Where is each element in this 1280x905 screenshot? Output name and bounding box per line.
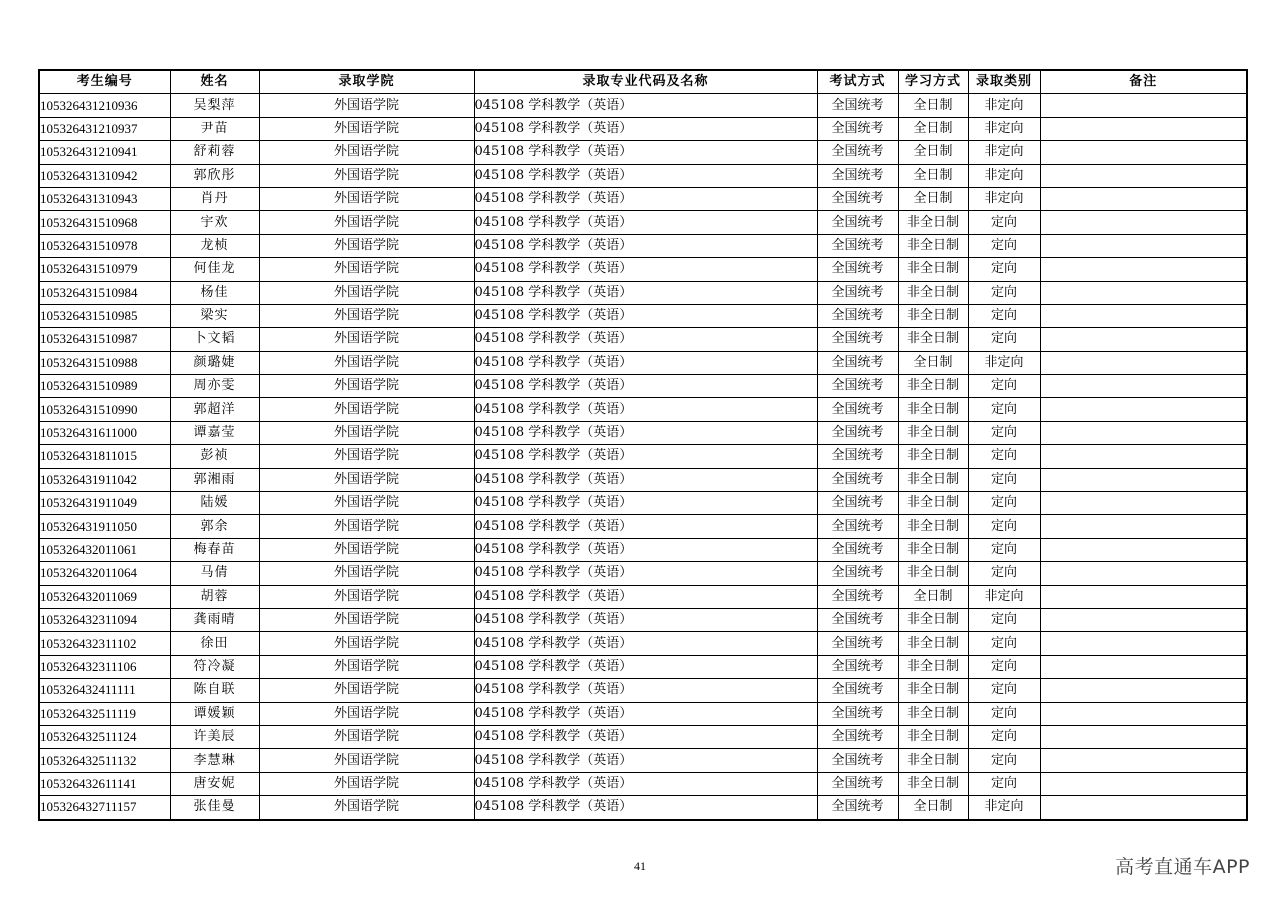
- cell-name: 徐田: [170, 632, 259, 655]
- cell-admission-type: 非定向: [968, 796, 1040, 820]
- table-row: [39, 94, 1247, 117]
- cell-student-id: 105326431510990: [39, 398, 170, 421]
- cell-college: 外国语学院: [259, 445, 474, 468]
- cell-major: 045108 学科教学（英语）: [474, 281, 817, 304]
- cell-college: 外国语学院: [259, 351, 474, 374]
- cell-major: 045108 学科教学（英语）: [474, 632, 817, 655]
- cell-college: 外国语学院: [259, 117, 474, 140]
- cell-college: 外国语学院: [259, 772, 474, 795]
- cell-note: [1040, 515, 1247, 538]
- table-row: [39, 351, 1247, 374]
- cell-name: 卜文韬: [170, 328, 259, 351]
- cell-admission-type: 非定向: [968, 141, 1040, 164]
- cell-note: [1040, 772, 1247, 795]
- cell-name: 宇欢: [170, 211, 259, 234]
- cell-study-mode: 全日制: [898, 585, 968, 608]
- cell-major: 045108 学科教学（英语）: [474, 351, 817, 374]
- cell-college: 外国语学院: [259, 655, 474, 678]
- cell-major: 045108 学科教学（英语）: [474, 749, 817, 772]
- cell-study-mode: 非全日制: [898, 749, 968, 772]
- cell-name: 龙桢: [170, 234, 259, 257]
- cell-major: 045108 学科教学（英语）: [474, 515, 817, 538]
- cell-exam-method: 全国统考: [817, 468, 898, 491]
- cell-college: 外国语学院: [259, 164, 474, 187]
- header-row: [39, 70, 1247, 94]
- cell-major: 045108 学科教学（英语）: [474, 141, 817, 164]
- cell-admission-type: 非定向: [968, 187, 1040, 210]
- table-row: [39, 632, 1247, 655]
- cell-student-id: 105326431911049: [39, 492, 170, 515]
- table-row: [39, 468, 1247, 491]
- cell-study-mode: 非全日制: [898, 258, 968, 281]
- cell-study-mode: 非全日制: [898, 608, 968, 631]
- cell-exam-method: 全国统考: [817, 608, 898, 631]
- cell-college: 外国语学院: [259, 94, 474, 117]
- header-name: 姓名: [170, 70, 259, 94]
- cell-admission-type: 非定向: [968, 351, 1040, 374]
- cell-college: 外国语学院: [259, 281, 474, 304]
- cell-college: 外国语学院: [259, 702, 474, 725]
- cell-student-id: 105326432311094: [39, 608, 170, 631]
- cell-student-id: 105326431510979: [39, 258, 170, 281]
- cell-student-id: 105326431611000: [39, 421, 170, 444]
- cell-study-mode: 非全日制: [898, 328, 968, 351]
- cell-study-mode: 非全日制: [898, 538, 968, 561]
- cell-exam-method: 全国统考: [817, 749, 898, 772]
- cell-major: 045108 学科教学（英语）: [474, 468, 817, 491]
- table-row: [39, 702, 1247, 725]
- cell-exam-method: 全国统考: [817, 351, 898, 374]
- cell-study-mode: 非全日制: [898, 562, 968, 585]
- cell-exam-method: 全国统考: [817, 187, 898, 210]
- cell-exam-method: 全国统考: [817, 585, 898, 608]
- cell-note: [1040, 585, 1247, 608]
- cell-name: 颜璐婕: [170, 351, 259, 374]
- cell-college: 外国语学院: [259, 468, 474, 491]
- cell-admission-type: 定向: [968, 772, 1040, 795]
- cell-study-mode: 非全日制: [898, 515, 968, 538]
- cell-note: [1040, 187, 1247, 210]
- cell-name: 周亦雯: [170, 375, 259, 398]
- cell-admission-type: 定向: [968, 679, 1040, 702]
- cell-college: 外国语学院: [259, 562, 474, 585]
- table-header: [39, 70, 1247, 94]
- cell-note: [1040, 749, 1247, 772]
- cell-student-id: 105326431510988: [39, 351, 170, 374]
- cell-exam-method: 全国统考: [817, 281, 898, 304]
- cell-student-id: 105326432711157: [39, 796, 170, 820]
- cell-student-id: 105326431510987: [39, 328, 170, 351]
- cell-study-mode: 非全日制: [898, 445, 968, 468]
- table-row: [39, 398, 1247, 421]
- cell-note: [1040, 725, 1247, 748]
- cell-exam-method: 全国统考: [817, 141, 898, 164]
- cell-college: 外国语学院: [259, 679, 474, 702]
- cell-note: [1040, 351, 1247, 374]
- cell-major: 045108 学科教学（英语）: [474, 655, 817, 678]
- cell-major: 045108 学科教学（英语）: [474, 796, 817, 820]
- cell-admission-type: 定向: [968, 468, 1040, 491]
- cell-major: 045108 学科教学（英语）: [474, 258, 817, 281]
- table-row: [39, 258, 1247, 281]
- cell-college: 外国语学院: [259, 187, 474, 210]
- cell-exam-method: 全国统考: [817, 328, 898, 351]
- cell-admission-type: 定向: [968, 234, 1040, 257]
- cell-name: 何佳龙: [170, 258, 259, 281]
- cell-admission-type: 定向: [968, 211, 1040, 234]
- cell-college: 外国语学院: [259, 796, 474, 820]
- table-row: [39, 164, 1247, 187]
- cell-student-id: 105326432311106: [39, 655, 170, 678]
- table-row: [39, 562, 1247, 585]
- cell-exam-method: 全国统考: [817, 398, 898, 421]
- table-row: [39, 655, 1247, 678]
- cell-study-mode: 非全日制: [898, 375, 968, 398]
- cell-name: 舒莉蓉: [170, 141, 259, 164]
- cell-name: 梁实: [170, 304, 259, 327]
- cell-major: 045108 学科教学（英语）: [474, 445, 817, 468]
- cell-admission-type: 定向: [968, 375, 1040, 398]
- cell-admission-type: 定向: [968, 421, 1040, 444]
- cell-exam-method: 全国统考: [817, 679, 898, 702]
- cell-admission-type: 定向: [968, 725, 1040, 748]
- cell-exam-method: 全国统考: [817, 234, 898, 257]
- cell-student-id: 105326431210937: [39, 117, 170, 140]
- cell-note: [1040, 796, 1247, 820]
- cell-major: 045108 学科教学（英语）: [474, 538, 817, 561]
- cell-admission-type: 定向: [968, 258, 1040, 281]
- cell-study-mode: 全日制: [898, 94, 968, 117]
- cell-major: 045108 学科教学（英语）: [474, 492, 817, 515]
- cell-exam-method: 全国统考: [817, 515, 898, 538]
- cell-exam-method: 全国统考: [817, 702, 898, 725]
- cell-name: 谭嘉莹: [170, 421, 259, 444]
- cell-study-mode: 非全日制: [898, 421, 968, 444]
- cell-exam-method: 全国统考: [817, 538, 898, 561]
- cell-name: 彭祯: [170, 445, 259, 468]
- cell-study-mode: 非全日制: [898, 702, 968, 725]
- cell-student-id: 105326432311102: [39, 632, 170, 655]
- cell-student-id: 105326432511132: [39, 749, 170, 772]
- cell-college: 外国语学院: [259, 141, 474, 164]
- cell-name: 吴梨萍: [170, 94, 259, 117]
- cell-admission-type: 定向: [968, 515, 1040, 538]
- cell-major: 045108 学科教学（英语）: [474, 398, 817, 421]
- cell-note: [1040, 398, 1247, 421]
- cell-name: 郭欣彤: [170, 164, 259, 187]
- table-row: [39, 772, 1247, 795]
- table-row: [39, 608, 1247, 631]
- cell-note: [1040, 234, 1247, 257]
- cell-admission-type: 定向: [968, 632, 1040, 655]
- table-row: [39, 211, 1247, 234]
- cell-study-mode: 非全日制: [898, 304, 968, 327]
- cell-name: 郭湘雨: [170, 468, 259, 491]
- cell-admission-type: 定向: [968, 702, 1040, 725]
- cell-note: [1040, 258, 1247, 281]
- cell-college: 外国语学院: [259, 211, 474, 234]
- cell-note: [1040, 492, 1247, 515]
- cell-college: 外国语学院: [259, 749, 474, 772]
- cell-study-mode: 非全日制: [898, 281, 968, 304]
- cell-college: 外国语学院: [259, 258, 474, 281]
- cell-note: [1040, 655, 1247, 678]
- cell-name: 郭超洋: [170, 398, 259, 421]
- cell-name: 陆媛: [170, 492, 259, 515]
- cell-note: [1040, 117, 1247, 140]
- cell-study-mode: 非全日制: [898, 211, 968, 234]
- cell-note: [1040, 538, 1247, 561]
- table-row: [39, 281, 1247, 304]
- header-type: 录取类别: [968, 70, 1040, 94]
- cell-note: [1040, 281, 1247, 304]
- cell-exam-method: 全国统考: [817, 655, 898, 678]
- cell-major: 045108 学科教学（英语）: [474, 94, 817, 117]
- cell-college: 外国语学院: [259, 515, 474, 538]
- cell-major: 045108 学科教学（英语）: [474, 421, 817, 444]
- cell-college: 外国语学院: [259, 608, 474, 631]
- header-id: 考生编号: [39, 70, 170, 94]
- cell-study-mode: 全日制: [898, 796, 968, 820]
- cell-student-id: 105326431911042: [39, 468, 170, 491]
- table-row: [39, 796, 1247, 820]
- cell-student-id: 105326431510984: [39, 281, 170, 304]
- cell-study-mode: 非全日制: [898, 772, 968, 795]
- cell-admission-type: 定向: [968, 492, 1040, 515]
- cell-student-id: 105326431210936: [39, 94, 170, 117]
- cell-study-mode: 非全日制: [898, 234, 968, 257]
- cell-note: [1040, 304, 1247, 327]
- cell-study-mode: 全日制: [898, 187, 968, 210]
- cell-note: [1040, 445, 1247, 468]
- header-note: 备注: [1040, 70, 1247, 94]
- cell-college: 外国语学院: [259, 304, 474, 327]
- admission-table: [38, 69, 1248, 821]
- cell-student-id: 105326431510978: [39, 234, 170, 257]
- cell-note: [1040, 141, 1247, 164]
- cell-admission-type: 非定向: [968, 164, 1040, 187]
- cell-name: 尹苗: [170, 117, 259, 140]
- table-row: [39, 585, 1247, 608]
- cell-major: 045108 学科教学（英语）: [474, 585, 817, 608]
- cell-name: 张佳曼: [170, 796, 259, 820]
- cell-major: 045108 学科教学（英语）: [474, 211, 817, 234]
- cell-admission-type: 定向: [968, 445, 1040, 468]
- cell-major: 045108 学科教学（英语）: [474, 304, 817, 327]
- cell-admission-type: 定向: [968, 328, 1040, 351]
- cell-note: [1040, 679, 1247, 702]
- cell-note: [1040, 562, 1247, 585]
- cell-exam-method: 全国统考: [817, 796, 898, 820]
- table-row: [39, 515, 1247, 538]
- cell-name: 符冷凝: [170, 655, 259, 678]
- cell-study-mode: 全日制: [898, 117, 968, 140]
- cell-admission-type: 定向: [968, 304, 1040, 327]
- cell-exam-method: 全国统考: [817, 375, 898, 398]
- cell-exam-method: 全国统考: [817, 492, 898, 515]
- cell-name: 李慧琳: [170, 749, 259, 772]
- cell-exam-method: 全国统考: [817, 562, 898, 585]
- watermark: 高考直通车APP: [1115, 856, 1250, 878]
- cell-study-mode: 非全日制: [898, 655, 968, 678]
- cell-college: 外国语学院: [259, 585, 474, 608]
- cell-student-id: 105326432511124: [39, 725, 170, 748]
- table-row: [39, 492, 1247, 515]
- cell-admission-type: 定向: [968, 608, 1040, 631]
- cell-college: 外国语学院: [259, 234, 474, 257]
- cell-study-mode: 非全日制: [898, 492, 968, 515]
- cell-note: [1040, 468, 1247, 491]
- cell-major: 045108 学科教学（英语）: [474, 117, 817, 140]
- cell-exam-method: 全国统考: [817, 725, 898, 748]
- cell-note: [1040, 328, 1247, 351]
- cell-college: 外国语学院: [259, 492, 474, 515]
- cell-student-id: 105326432511119: [39, 702, 170, 725]
- cell-student-id: 105326432011061: [39, 538, 170, 561]
- cell-study-mode: 非全日制: [898, 725, 968, 748]
- cell-note: [1040, 421, 1247, 444]
- header-exam: 考试方式: [817, 70, 898, 94]
- cell-student-id: 105326432611141: [39, 772, 170, 795]
- cell-major: 045108 学科教学（英语）: [474, 187, 817, 210]
- header-study: 学习方式: [898, 70, 968, 94]
- cell-student-id: 105326432011069: [39, 585, 170, 608]
- cell-admission-type: 定向: [968, 655, 1040, 678]
- cell-major: 045108 学科教学（英语）: [474, 562, 817, 585]
- header-college: 录取学院: [259, 70, 474, 94]
- cell-name: 马倩: [170, 562, 259, 585]
- cell-name: 唐安妮: [170, 772, 259, 795]
- cell-major: 045108 学科教学（英语）: [474, 679, 817, 702]
- cell-student-id: 105326432411111: [39, 679, 170, 702]
- cell-major: 045108 学科教学（英语）: [474, 328, 817, 351]
- cell-exam-method: 全国统考: [817, 772, 898, 795]
- table-row: [39, 538, 1247, 561]
- cell-study-mode: 非全日制: [898, 398, 968, 421]
- table-row: [39, 187, 1247, 210]
- cell-name: 许美辰: [170, 725, 259, 748]
- cell-admission-type: 非定向: [968, 585, 1040, 608]
- cell-college: 外国语学院: [259, 421, 474, 444]
- cell-major: 045108 学科教学（英语）: [474, 702, 817, 725]
- cell-admission-type: 定向: [968, 562, 1040, 585]
- table-row: [39, 445, 1247, 468]
- cell-study-mode: 全日制: [898, 164, 968, 187]
- cell-exam-method: 全国统考: [817, 117, 898, 140]
- cell-student-id: 105326431510968: [39, 211, 170, 234]
- cell-admission-type: 定向: [968, 398, 1040, 421]
- cell-exam-method: 全国统考: [817, 258, 898, 281]
- cell-major: 045108 学科教学（英语）: [474, 725, 817, 748]
- cell-study-mode: 非全日制: [898, 679, 968, 702]
- header-major: 录取专业代码及名称: [474, 70, 817, 94]
- cell-name: 陈自联: [170, 679, 259, 702]
- cell-exam-method: 全国统考: [817, 304, 898, 327]
- cell-study-mode: 非全日制: [898, 468, 968, 491]
- cell-major: 045108 学科教学（英语）: [474, 772, 817, 795]
- table-row: [39, 117, 1247, 140]
- cell-name: 龚雨晴: [170, 608, 259, 631]
- cell-student-id: 105326431811015: [39, 445, 170, 468]
- cell-student-id: 105326431510985: [39, 304, 170, 327]
- cell-college: 外国语学院: [259, 328, 474, 351]
- cell-exam-method: 全国统考: [817, 211, 898, 234]
- table-row: [39, 749, 1247, 772]
- cell-note: [1040, 608, 1247, 631]
- table-row: [39, 304, 1247, 327]
- cell-note: [1040, 632, 1247, 655]
- cell-name: 郭余: [170, 515, 259, 538]
- cell-student-id: 105326431310942: [39, 164, 170, 187]
- cell-admission-type: 非定向: [968, 94, 1040, 117]
- cell-note: [1040, 164, 1247, 187]
- table-row: [39, 234, 1247, 257]
- cell-college: 外国语学院: [259, 632, 474, 655]
- cell-study-mode: 非全日制: [898, 632, 968, 655]
- cell-major: 045108 学科教学（英语）: [474, 608, 817, 631]
- table-row: [39, 421, 1247, 444]
- cell-name: 胡蓉: [170, 585, 259, 608]
- cell-note: [1040, 702, 1247, 725]
- cell-name: 谭媛颖: [170, 702, 259, 725]
- cell-name: 杨佳: [170, 281, 259, 304]
- cell-exam-method: 全国统考: [817, 421, 898, 444]
- cell-major: 045108 学科教学（英语）: [474, 234, 817, 257]
- cell-college: 外国语学院: [259, 375, 474, 398]
- cell-study-mode: 全日制: [898, 141, 968, 164]
- cell-admission-type: 定向: [968, 281, 1040, 304]
- cell-college: 外国语学院: [259, 398, 474, 421]
- cell-name: 肖丹: [170, 187, 259, 210]
- cell-name: 梅春苗: [170, 538, 259, 561]
- table-row: [39, 725, 1247, 748]
- cell-note: [1040, 375, 1247, 398]
- cell-student-id: 105326432011064: [39, 562, 170, 585]
- cell-college: 外国语学院: [259, 538, 474, 561]
- cell-admission-type: 非定向: [968, 117, 1040, 140]
- page-number: 41: [634, 859, 646, 873]
- cell-exam-method: 全国统考: [817, 164, 898, 187]
- cell-admission-type: 定向: [968, 538, 1040, 561]
- table-row: [39, 328, 1247, 351]
- cell-major: 045108 学科教学（英语）: [474, 375, 817, 398]
- cell-admission-type: 定向: [968, 749, 1040, 772]
- cell-exam-method: 全国统考: [817, 632, 898, 655]
- cell-student-id: 105326431911050: [39, 515, 170, 538]
- table-row: [39, 141, 1247, 164]
- cell-study-mode: 全日制: [898, 351, 968, 374]
- cell-major: 045108 学科教学（英语）: [474, 164, 817, 187]
- table-row: [39, 679, 1247, 702]
- table-body: [39, 94, 1247, 820]
- cell-college: 外国语学院: [259, 725, 474, 748]
- cell-student-id: 105326431210941: [39, 141, 170, 164]
- cell-note: [1040, 211, 1247, 234]
- cell-exam-method: 全国统考: [817, 445, 898, 468]
- cell-exam-method: 全国统考: [817, 94, 898, 117]
- cell-note: [1040, 94, 1247, 117]
- cell-student-id: 105326431310943: [39, 187, 170, 210]
- cell-student-id: 105326431510989: [39, 375, 170, 398]
- table-row: [39, 375, 1247, 398]
